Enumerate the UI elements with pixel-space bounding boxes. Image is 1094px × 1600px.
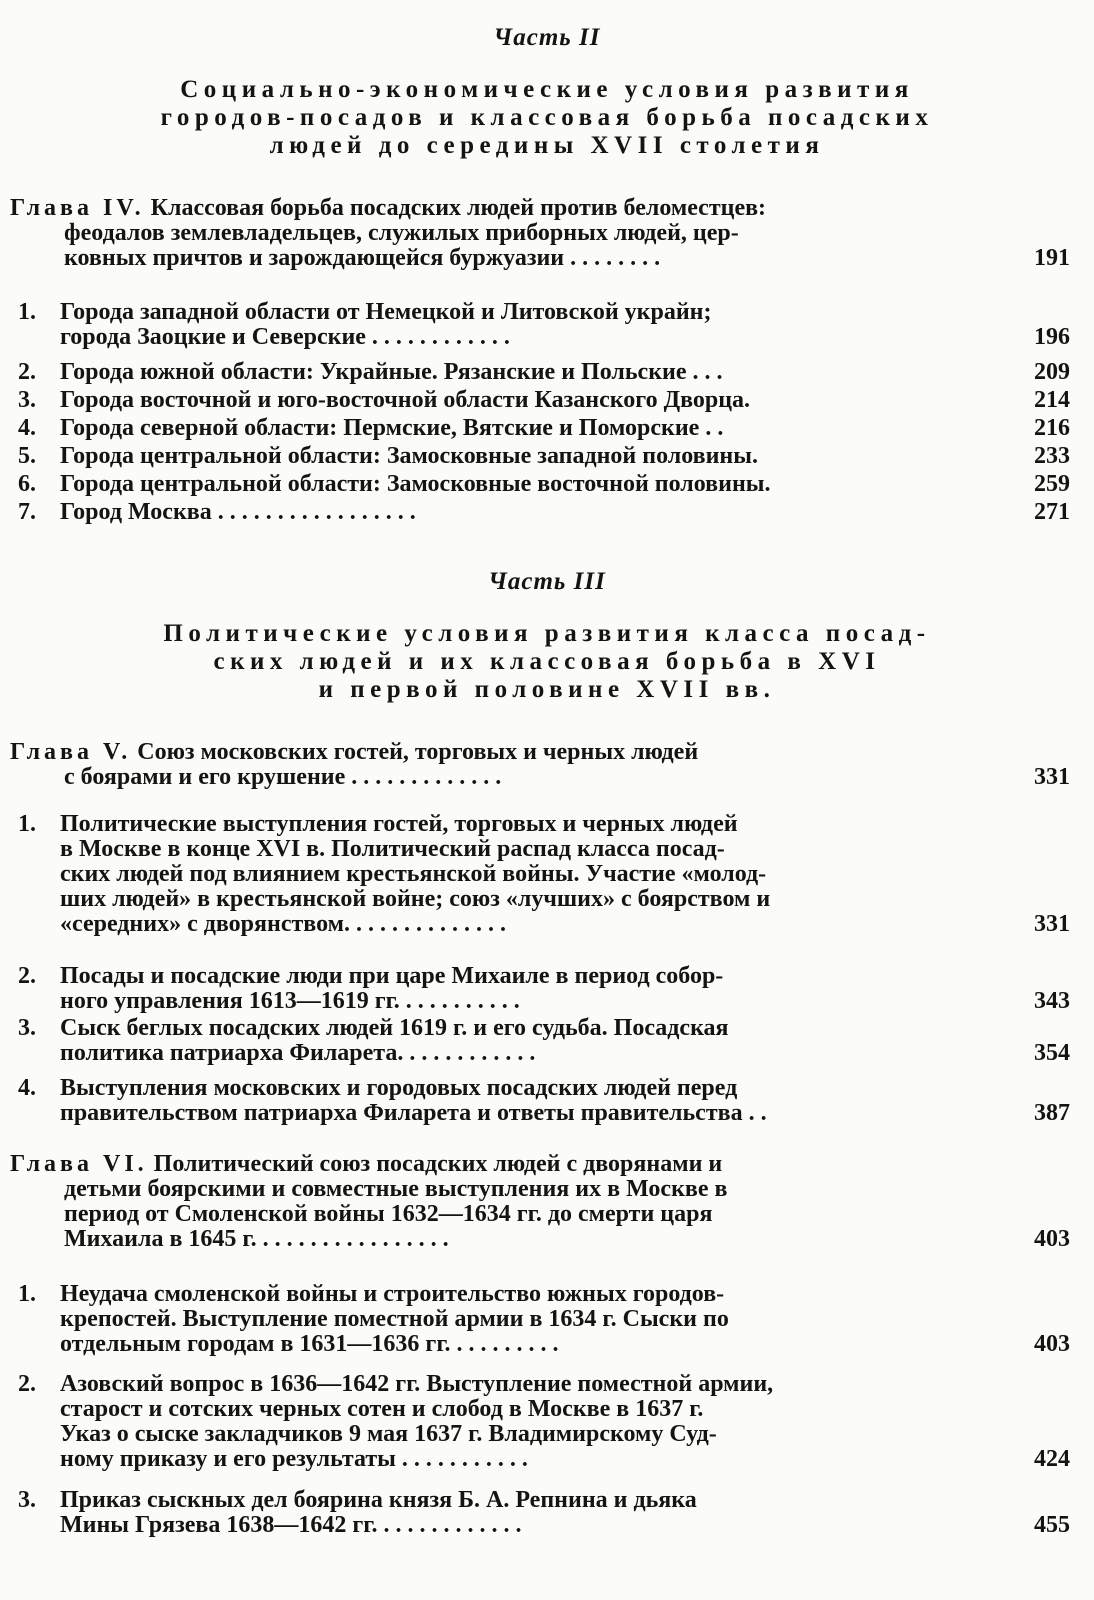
- item-number: 6.: [18, 471, 36, 497]
- item-line: Города северной области: Пермские, Вятские и Поморские . .: [60, 415, 724, 441]
- item-line: политика патриарха Филарета. . . . . . . . . . . .: [60, 1040, 536, 1066]
- item-line: правительством патриарха Филарета и ответы правительства . .: [60, 1100, 767, 1126]
- page-number: 403: [1034, 1331, 1070, 1357]
- page-number: 403: [1034, 1226, 1070, 1252]
- chapter-line: [64, 246, 660, 271]
- part3-subtitle-line: Политические условия развития класса посад-: [163, 620, 931, 647]
- page-number: 387: [1034, 1100, 1070, 1126]
- item-number: 5.: [18, 443, 36, 469]
- page-number: 424: [1034, 1446, 1070, 1472]
- item-line: Города западной области от Немецкой и Литовской украйн;: [60, 299, 712, 325]
- item-line: «середних» с дворянством. . . . . . . . . . . . . .: [60, 911, 506, 937]
- item-line: Неудача смоленской войны и строительство южных городов-: [60, 1281, 725, 1307]
- item-number: 7.: [18, 499, 36, 525]
- chapter-label: Глава IV.: [10, 195, 145, 221]
- item-line: ших людей» в крестьянской войне; союз «лучших» с боярством и: [60, 886, 771, 912]
- item-line: Указ о сыске закладчиков 9 мая 1637 г. Владимирскому Суд-: [60, 1421, 717, 1447]
- chapter-line: [64, 1177, 727, 1202]
- item-number: 2.: [18, 963, 36, 989]
- part2-title: Часть II: [493, 24, 601, 51]
- part2-subtitle-line: людей до середины XVII столетия: [269, 132, 825, 159]
- part2-subtitle-line: Социально-экономические условия развития: [180, 76, 914, 103]
- item-number: 2.: [18, 1371, 36, 1397]
- item-line: в Москве в конце XVI в. Политический распад класса посад-: [60, 836, 725, 862]
- chapter-line: [64, 765, 501, 790]
- part3-subtitle-line: и первой половине XVII вв.: [318, 676, 776, 703]
- item-line: города Заоцкие и Северские . . . . . . . . . . . .: [60, 324, 510, 350]
- item-number: 1.: [18, 1281, 36, 1307]
- part3-subtitle-line: ских людей и их классовая борьба в XVI: [213, 648, 881, 675]
- chapter-line: [64, 1202, 712, 1227]
- item-line: Города центральной области: Замосковные восточной половины.: [60, 471, 771, 497]
- item-line: ских людей под влиянием крестьянской войны. Участие «молод-: [60, 861, 767, 887]
- page-number: 209: [1034, 359, 1070, 385]
- chapter-line: [10, 740, 698, 765]
- page-number: 331: [1034, 911, 1070, 937]
- item-number: 1.: [18, 299, 36, 325]
- item-line: Мины Грязева 1638—1642 гг. . . . . . . . . . . . .: [60, 1512, 522, 1538]
- chapter-text: ковных причтов и зарождающейся буржуазии . . . . . . . .: [64, 245, 661, 271]
- item-line: старост и сотских черных сотен и слобод в Москве в 1637 г.: [60, 1396, 704, 1422]
- chapter-label: Глава V.: [10, 739, 132, 765]
- page-number: 216: [1034, 415, 1070, 441]
- chapter-text: Политический союз посадских людей с дворянами и: [153, 1151, 723, 1177]
- chapter-text: Классовая борьба посадских людей против беломестцев:: [150, 195, 767, 221]
- item-line: ному приказу и его результаты . . . . . . . . . . .: [60, 1446, 528, 1472]
- chapter-label: Глава VI.: [10, 1151, 148, 1177]
- chapter-line: [64, 1227, 449, 1252]
- item-line: Приказ сыскных дел боярина князя Б. А. Репнина и дьяка: [60, 1487, 697, 1513]
- page-number: 331: [1034, 764, 1070, 790]
- part3-title: Часть III: [488, 568, 606, 595]
- chapter-line: [10, 196, 766, 221]
- item-number: 4.: [18, 415, 36, 441]
- item-line: ного управления 1613—1619 гг. . . . . . . . . . .: [60, 988, 520, 1014]
- page-number: 343: [1034, 988, 1070, 1014]
- item-number: 3.: [18, 387, 36, 413]
- page-number: 455: [1034, 1512, 1070, 1538]
- chapter-line: [10, 1152, 722, 1177]
- chapter-text: феодалов землевладельцев, служилых приборных людей, цер-: [64, 220, 739, 246]
- item-number: 1.: [18, 811, 36, 837]
- chapter-text: детьми боярскими и совместные выступления их в Москве в: [64, 1176, 728, 1202]
- item-line: Посады и посадские люди при царе Михаиле в период собор-: [60, 963, 724, 989]
- item-line: Политические выступления гостей, торговых и черных людей: [60, 811, 738, 837]
- page-number: 214: [1034, 387, 1070, 413]
- chapter-text: Союз московских гостей, торговых и черных людей: [137, 739, 699, 765]
- chapter-text: Михаила в 1645 г. . . . . . . . . . . . . . . . .: [64, 1226, 449, 1252]
- page-number: 354: [1034, 1040, 1070, 1066]
- item-number: 3.: [18, 1015, 36, 1041]
- page-number: 271: [1034, 499, 1070, 525]
- page-number: 259: [1034, 471, 1070, 497]
- item-line: Азовский вопрос в 1636—1642 гг. Выступление поместной армии,: [60, 1371, 774, 1397]
- item-line: Города восточной и юго-восточной области Казанского Дворца.: [60, 387, 751, 413]
- page-number: 196: [1034, 324, 1070, 350]
- chapter-line: [64, 221, 739, 246]
- chapter-text: с боярами и его крушение . . . . . . . . . . . . .: [64, 764, 502, 790]
- item-line: Выступления московских и городовых посадских людей перед: [60, 1075, 738, 1101]
- item-number: 2.: [18, 359, 36, 385]
- item-line: отдельным городам в 1631—1636 гг. . . . . . . . . .: [60, 1331, 559, 1357]
- item-line: крепостей. Выступление поместной армии в 1634 г. Сыски по: [60, 1306, 729, 1332]
- page-number: 191: [1034, 245, 1070, 271]
- item-line: Города южной области: Украйные. Рязанские и Польские . . .: [60, 359, 723, 385]
- page-number: 233: [1034, 443, 1070, 469]
- item-line: Города центральной области: Замосковные западной половины.: [60, 443, 758, 469]
- item-number: 3.: [18, 1487, 36, 1513]
- item-line: Сыск беглых посадских людей 1619 г. и его судьба. Посадская: [60, 1015, 729, 1041]
- item-number: 4.: [18, 1075, 36, 1101]
- item-line: Город Москва . . . . . . . . . . . . . . . . .: [60, 499, 416, 525]
- part2-subtitle-line: городов-посадов и классовая борьба посадских: [160, 104, 934, 131]
- chapter-text: период от Смоленской войны 1632—1634 гг. до смерти царя: [64, 1201, 713, 1227]
